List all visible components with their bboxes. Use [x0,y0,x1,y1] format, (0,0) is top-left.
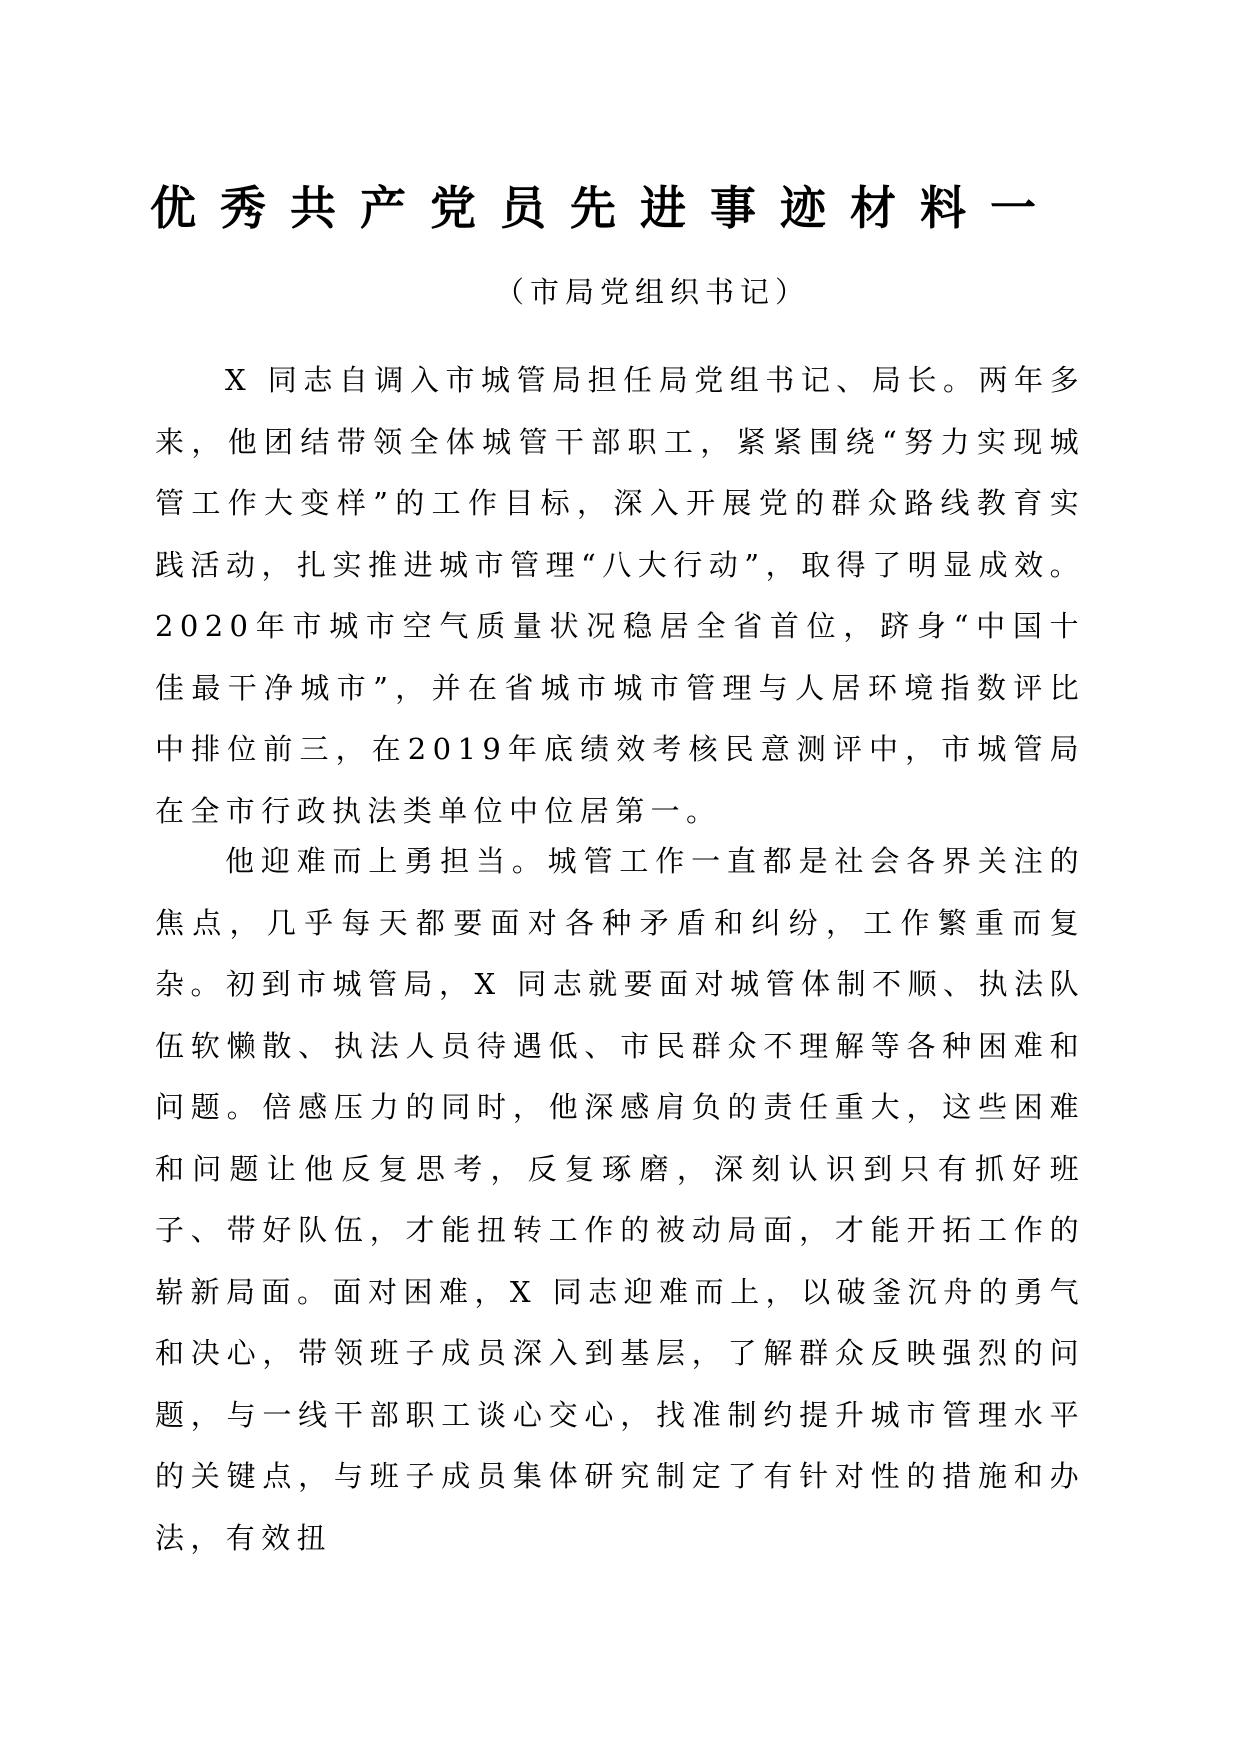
paragraph-2: 他迎难而上勇担当。城管工作一直都是社会各界关注的焦点，几乎每天都要面对各种矛盾和纠纷，工作繁重而复杂。初到市城管局，X 同志就要面对城管体制不顺、执法队伍软懒散、执法人员待遇低、市民群众不理解等各种困难和问题。倍感压力的同时，他深感肩负的责任重大，这些困难和问题让他反复思考，反复琢磨，深刻认识到只有抓好班子、带好队伍，才能扭转工作的被动局面，才能开拓工作的崭新局面。面对困难，X 同志迎难而上，以破釜沉舟的勇气和决心，带领班子成员深入到基层，了解群众反映强烈的问题，与一线干部职工谈心交心，找准制约提升城市管理水平的关键点，与班子成员集体研究制定了有针对性的措施和办法，有效扭 [155,844,1085,1555]
paragraph-1: X 同志自调入市城管局担任局党组书记、局长。两年多来，他团结带领全体城管干部职工，紧紧围绕“努力实现城管工作大变样”的工作目标，深入开展党的群众路线教育实践活动，扎实推进城市管理“八大行动”，取得了明显成效。2020年市城市空气质量状况稳居全省首位，跻身“中国十佳最干净城市”，并在省城市城市管理与人居环境指数评比中排位前三，在2019年底绩效考核民意测评中，市城管局在全市行政执法类单位中位居第一。 [155,363,1085,828]
document-title: 优秀共产党员先进事迹材料一 [150,181,1060,235]
document-subtitle: （市局党组织书记） [495,275,811,309]
